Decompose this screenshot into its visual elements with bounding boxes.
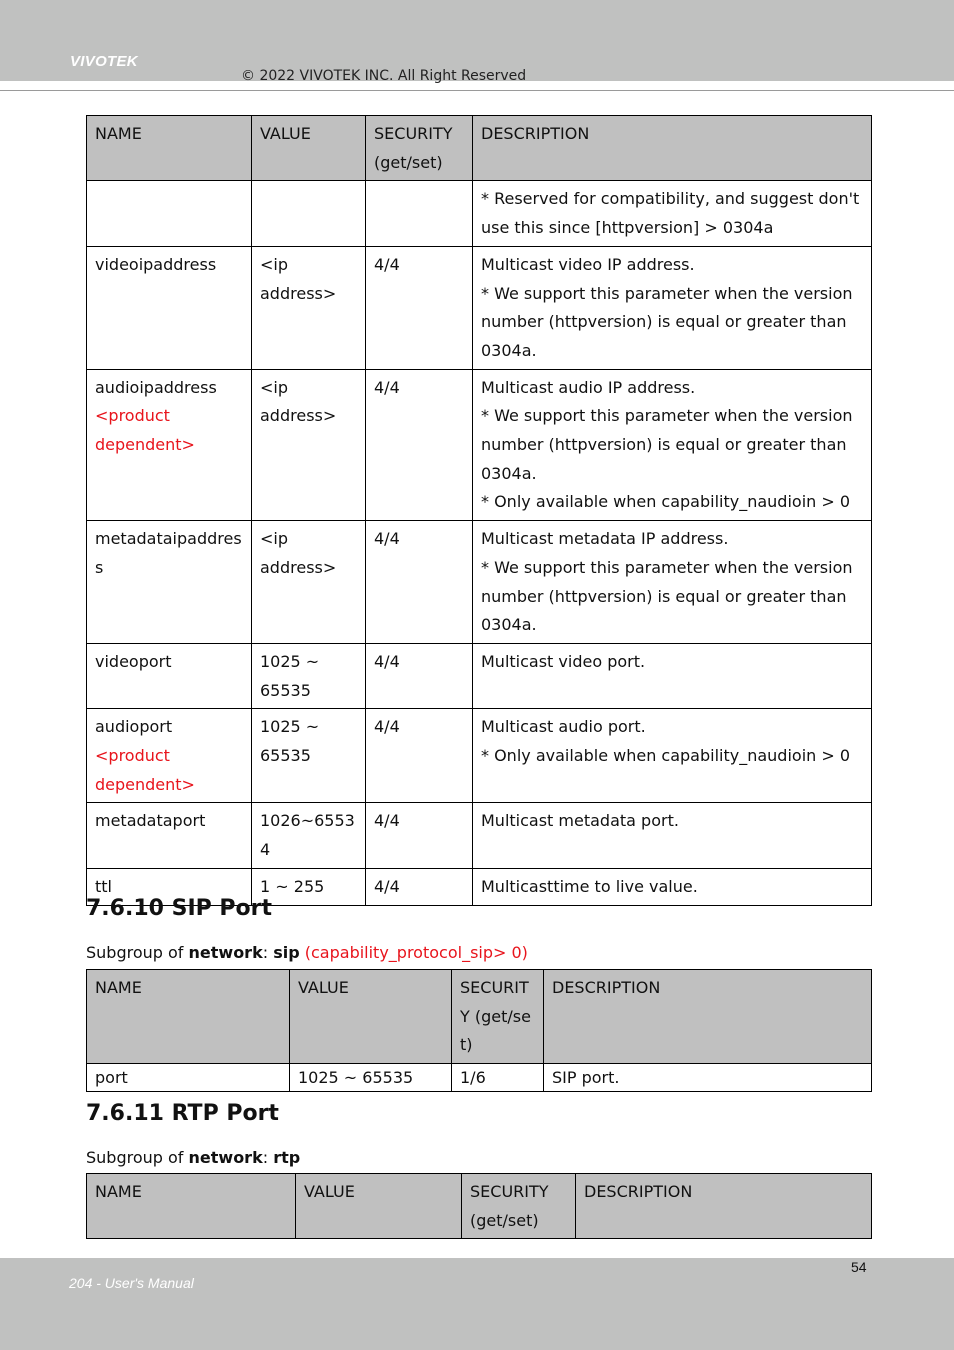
table-header-row — [87, 116, 872, 181]
table-body — [87, 181, 872, 905]
col-security: SECURITY (get/set) — [452, 970, 544, 1064]
cell-value: 1025 ~ 65535 — [252, 643, 366, 708]
col-description: DESCRIPTION — [544, 970, 872, 1064]
footer-band — [0, 1258, 954, 1350]
subgroup-line-sip — [86, 943, 528, 962]
group-name: network — [188, 943, 263, 962]
description-line: * Reserved for compatibility, and suggest don't use this since [httpversion] > 0304a — [481, 189, 860, 238]
cell-security: 4/4 — [366, 709, 473, 803]
product-dependent-note: <product dependent> — [95, 746, 195, 794]
description-line: Multicast video port. — [481, 651, 646, 671]
cell-security: 4/4 — [366, 369, 473, 521]
subgroup-name: sip — [273, 943, 300, 962]
cell-security: 4/4 — [366, 868, 473, 905]
description-line: * We support this parameter when the version number (httpversion) is equal or greater than 0304a. — [481, 406, 853, 483]
col-name: NAME — [87, 1174, 296, 1239]
subgroup-line-rtp — [86, 1148, 300, 1167]
description-line: * We support this parameter when the version number (httpversion) is equal or greater than 0304a. — [481, 283, 853, 360]
group-name: network — [188, 1148, 263, 1167]
cell-value: 1 ~ 255 — [252, 868, 366, 905]
cell-description — [473, 643, 872, 708]
cell-security: 1/6 — [452, 1064, 544, 1092]
parameter-name: metadataipaddress — [95, 529, 242, 577]
col-security: SECURITY (get/set) — [366, 116, 473, 181]
cell-security: 4/4 — [366, 246, 473, 369]
subgroup-name: rtp — [273, 1148, 301, 1167]
cell-name — [87, 369, 252, 521]
parameter-name: videoport — [95, 651, 172, 671]
cell-description — [473, 868, 872, 905]
description-line: * Only available when capability_naudioin > 0 — [481, 746, 851, 766]
description-line: * We support this parameter when the version number (httpversion) is equal or greater than 0304a. — [481, 557, 853, 635]
parameter-name: videoipaddress — [95, 254, 217, 274]
cell-value: 1025 ~ 65535 — [290, 1064, 452, 1092]
col-description: DESCRIPTION — [576, 1174, 872, 1239]
description-line: * Only available when capability_naudioin > 0 — [481, 492, 851, 512]
subgroup-condition: (capability_protocol_sip> 0) — [299, 943, 528, 962]
cell-value: <ip address> — [252, 521, 366, 644]
description-line: Multicast audio IP address. — [481, 377, 696, 397]
cell-value: 1026~65534 — [252, 803, 366, 868]
cell-security — [366, 181, 473, 246]
rtp-parameter-table — [86, 1173, 872, 1239]
sip-parameter-table — [86, 969, 872, 1092]
copyright-text: © 2022 VIVOTEK INC. All Right Reserved — [241, 68, 527, 84]
subgroup-prefix: Subgroup of — [86, 1148, 189, 1167]
brand-logo: VIVOTEK — [70, 53, 138, 70]
col-value: VALUE — [252, 116, 366, 181]
table-row — [87, 1064, 872, 1092]
section-title-rtp: 7.6.11 RTP Port — [86, 1101, 279, 1126]
description-line: Multicast audio port. — [481, 717, 646, 737]
cell-security: 4/4 — [366, 643, 473, 708]
cell-security: 4/4 — [366, 521, 473, 644]
table-row — [87, 803, 872, 868]
section-title-sip: 7.6.10 SIP Port — [86, 896, 273, 921]
cell-security: 4/4 — [366, 803, 473, 868]
col-name: NAME — [87, 116, 252, 181]
parameter-name: audioipaddress — [95, 377, 217, 397]
cell-description — [473, 181, 872, 246]
col-security: SECURITY (get/set) — [462, 1174, 576, 1239]
table-row — [87, 181, 872, 246]
table-row — [87, 521, 872, 644]
manual-footer-text: 204 - User's Manual — [69, 1275, 194, 1291]
product-dependent-note: <product dependent> — [95, 406, 195, 455]
cell-description — [473, 709, 872, 803]
table-row — [87, 369, 872, 521]
parameter-name: audioport — [95, 717, 173, 737]
description-line: Multicasttime to live value. — [481, 876, 698, 896]
subgroup-separator: : — [262, 943, 274, 962]
subgroup-prefix: Subgroup of — [86, 943, 189, 962]
description-line: Multicast metadata port. — [481, 811, 679, 831]
subgroup-separator: : — [262, 1148, 274, 1167]
parameter-name: ttl — [95, 876, 112, 896]
col-value: VALUE — [290, 970, 452, 1064]
page-number: 54 — [851, 1259, 867, 1275]
cell-name — [87, 709, 252, 803]
cell-description: SIP port. — [544, 1064, 872, 1092]
cell-name — [87, 803, 252, 868]
col-name: NAME — [87, 970, 290, 1064]
cell-description — [473, 369, 872, 521]
parameter-name: metadataport — [95, 811, 206, 831]
cell-name — [87, 521, 252, 644]
cell-value: <ip address> — [252, 369, 366, 521]
cell-description — [473, 246, 872, 369]
cell-value: 1025 ~ 65535 — [252, 709, 366, 803]
cell-name — [87, 643, 252, 708]
table-row — [87, 643, 872, 708]
table-header-row — [87, 970, 872, 1064]
col-description: DESCRIPTION — [473, 116, 872, 181]
cell-name — [87, 181, 252, 246]
description-line: Multicast video IP address. — [481, 254, 695, 274]
cell-value: <ip address> — [252, 246, 366, 369]
cell-name — [87, 246, 252, 369]
cell-value — [252, 181, 366, 246]
table-header-row — [87, 1174, 872, 1239]
description-line: Multicast metadata IP address. — [481, 529, 729, 549]
header-divider — [0, 90, 954, 91]
cell-description — [473, 521, 872, 644]
table-row — [87, 709, 872, 803]
col-value: VALUE — [296, 1174, 462, 1239]
cell-description — [473, 803, 872, 868]
cell-name: port — [87, 1064, 290, 1092]
multicast-parameter-table — [86, 115, 872, 906]
table-row — [87, 246, 872, 369]
